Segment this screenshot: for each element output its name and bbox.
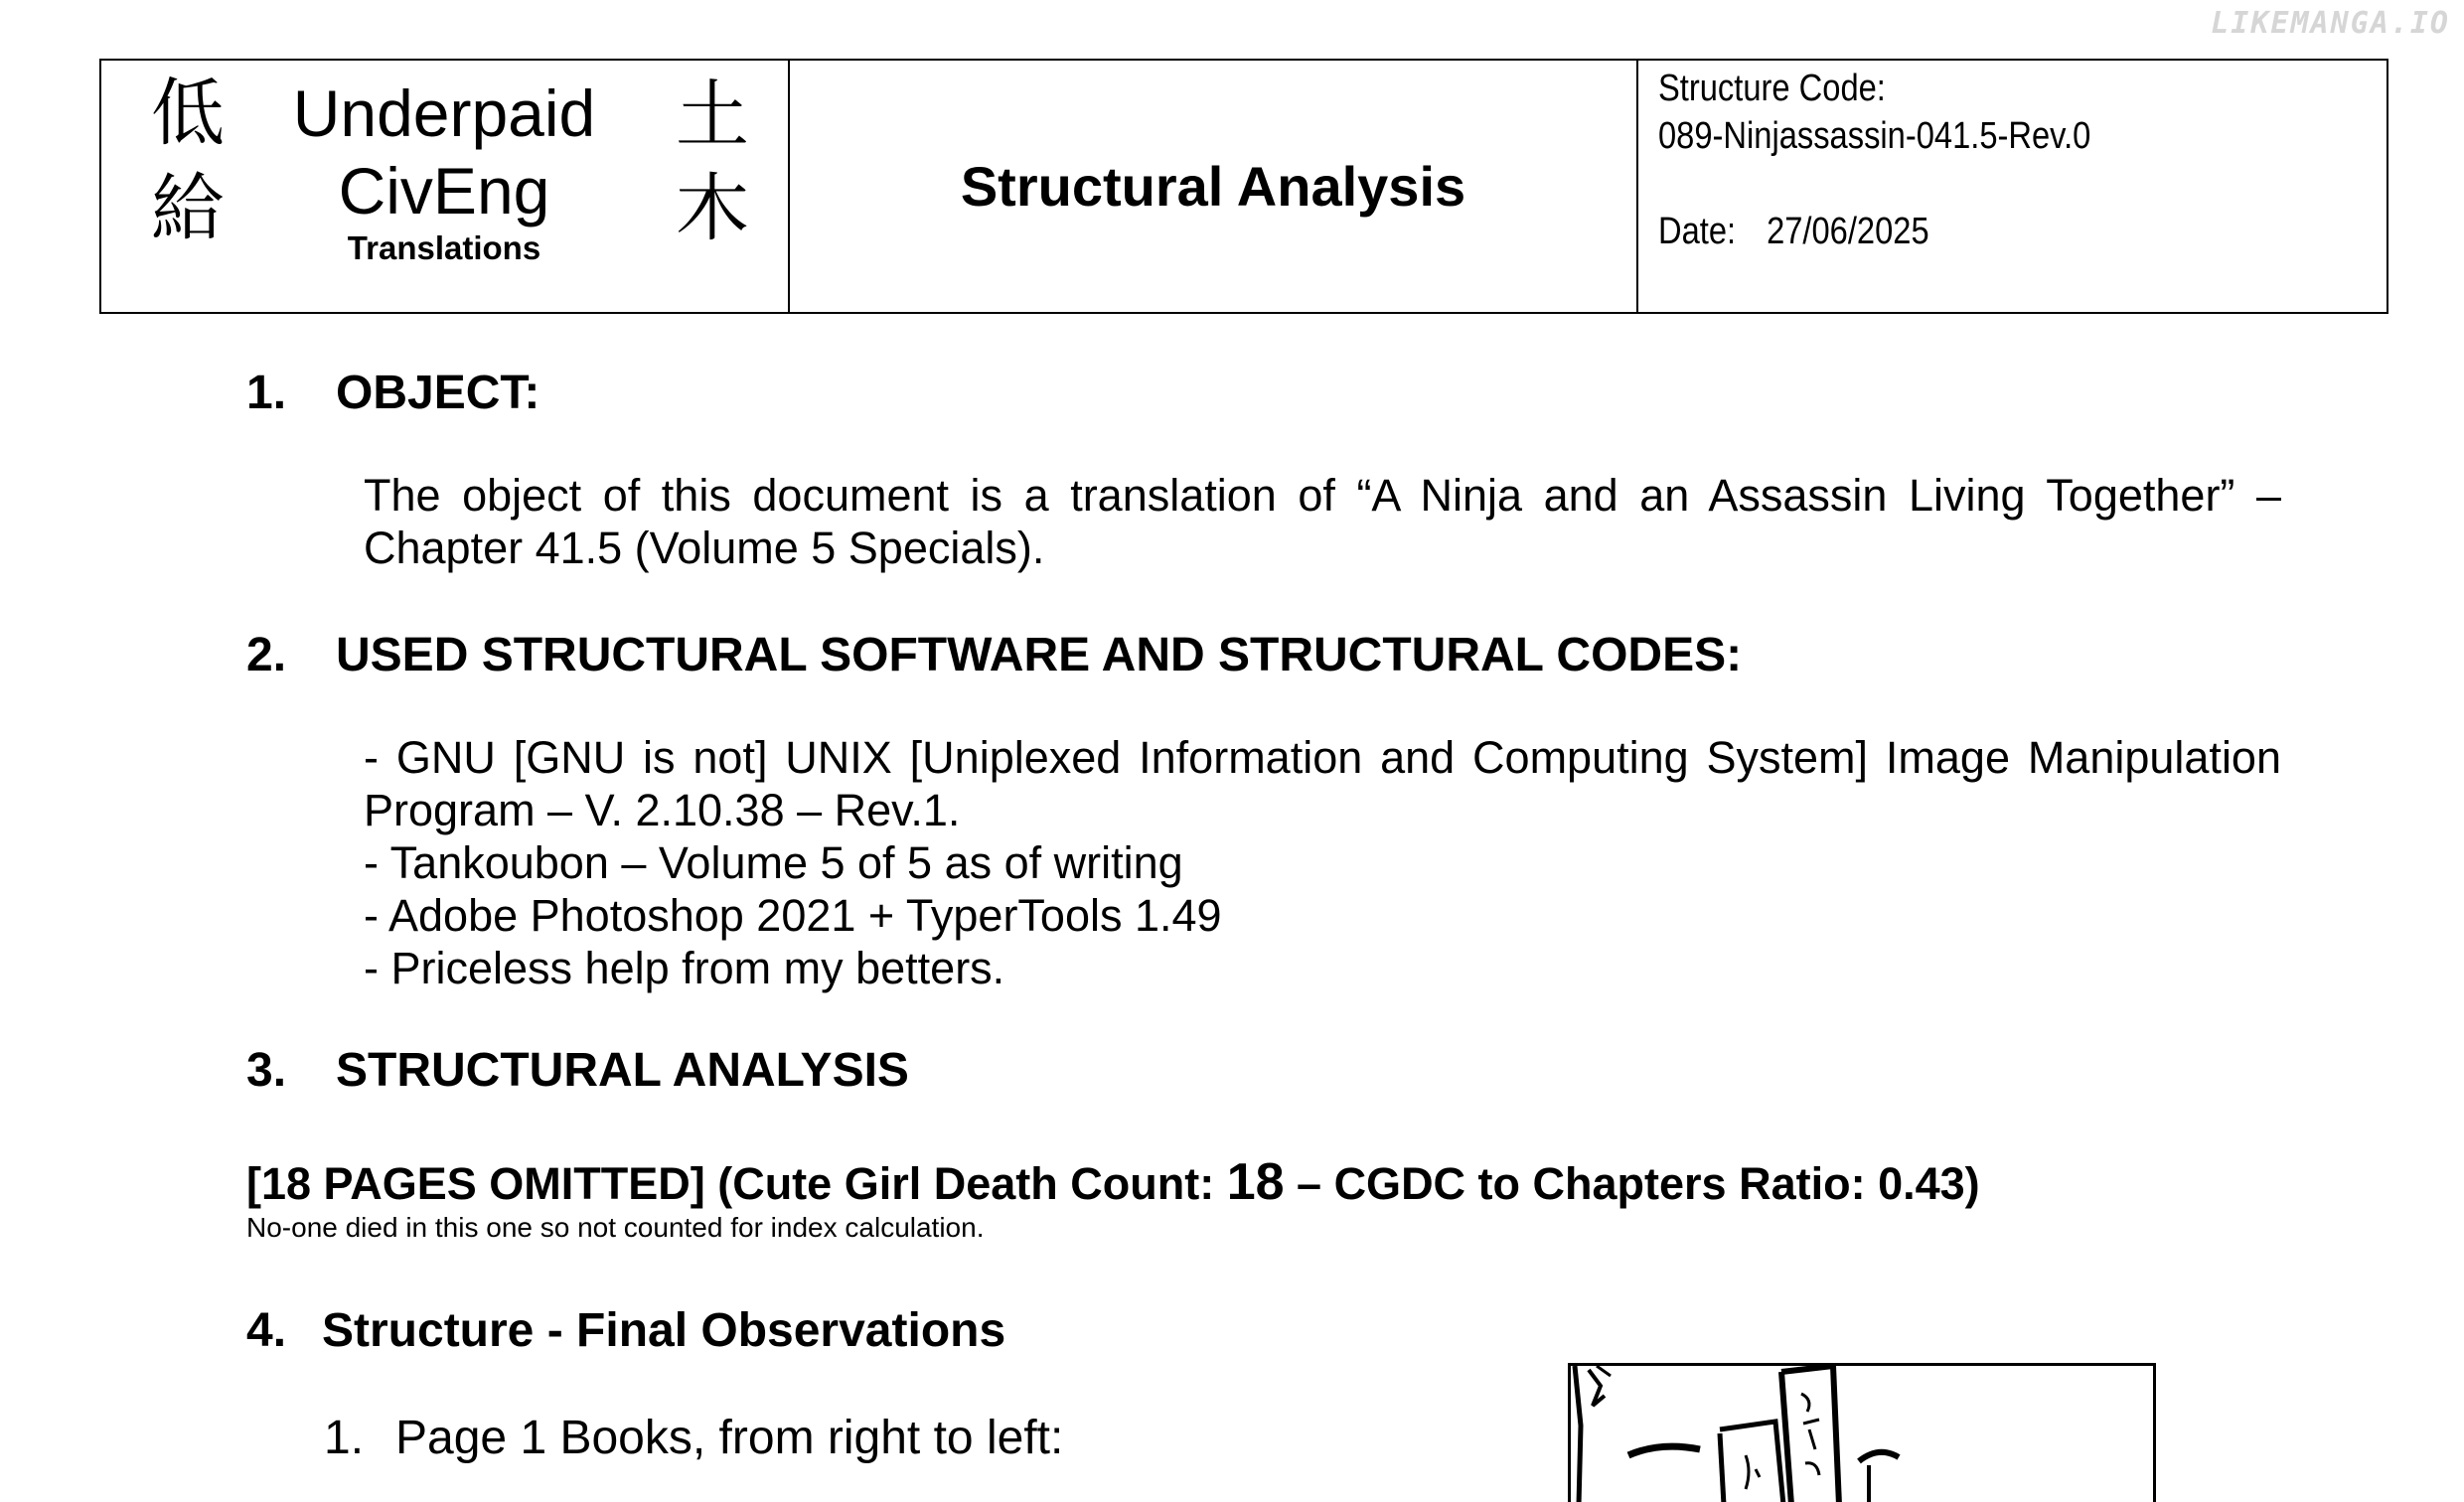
object-paragraph: [364, 469, 2281, 574]
logo-kanji: 木: [676, 166, 749, 251]
structure-code-label: Structure Code:: [1658, 68, 1886, 109]
omitted-suffix: – CGDC to Chapters Ratio: 0.43): [1284, 1158, 1980, 1209]
logo-text-translations: Translations: [347, 229, 541, 266]
omitted-note: No-one died in this one so not counted for index calculation.: [246, 1212, 985, 1243]
document-title: Structural Analysis: [960, 155, 1466, 218]
software-list: [364, 731, 2281, 994]
logo-text-underpaid: Underpaid: [292, 76, 596, 150]
section-heading-observations: [246, 1303, 1005, 1358]
date-row: [1658, 208, 2284, 255]
logo-kanji: 給: [151, 166, 225, 251]
date-value: 27/06/2025: [1767, 211, 1929, 252]
list-item: - Adobe Photoshop 2021 + TyperTools 1.49: [364, 890, 1222, 941]
section-number: 3.: [246, 1044, 287, 1097]
logo-kanji: 低: [151, 71, 225, 156]
paragraph-line: Chapter 41.5 (Volume 5 Specials).: [364, 523, 1045, 573]
section-title: STRUCTURAL ANALYSIS: [336, 1044, 909, 1097]
section-heading-object: [246, 366, 539, 420]
section-heading-analysis: [246, 1043, 909, 1098]
list-item: - Priceless help from my betters.: [364, 943, 1005, 993]
structure-code-value: 089-Ninjassassin-041.5-Rev.0: [1658, 115, 2091, 157]
list-item: - GNU [GNU is not] UNIX [Uniplexed Information and Computing System] Image Manipulation: [364, 732, 2281, 783]
omitted-pages-line: [246, 1152, 1980, 1212]
title-cell: [790, 61, 1638, 312]
watermark: LIKEMANGA.IO: [2211, 6, 2450, 41]
section-number: 4.: [246, 1304, 287, 1357]
observation-number: 1.: [324, 1412, 365, 1464]
paragraph-line: The object of this document is a translation of “A Ninja and an Assassin Living Together” –: [364, 470, 2281, 521]
section-heading-software: [246, 628, 1742, 682]
section-title: OBJECT:: [336, 367, 540, 419]
observation-item: [324, 1411, 1063, 1465]
logo-kanji: 土: [676, 73, 749, 158]
section-number: 2.: [246, 629, 287, 681]
manga-panel-drawing: [1571, 1366, 2156, 1502]
list-item: - Tankoubon – Volume 5 of 5 as of writing: [364, 837, 1183, 888]
omitted-prefix: [18 PAGES OMITTED] (Cute Girl Death Count:: [246, 1158, 1227, 1209]
meta-cell: [1638, 61, 2387, 312]
logo-text-civeng: CivEng: [338, 154, 550, 227]
manga-panel-image: [1568, 1363, 2156, 1502]
section-title: Structure - Final Observations: [322, 1304, 1006, 1357]
section-title: USED STRUCTURAL SOFTWARE AND STRUCTURAL CODES:: [336, 629, 1743, 681]
document-header-table: [99, 59, 2388, 314]
section-number: 1.: [246, 367, 287, 419]
list-item: Program – V. 2.10.38 – Rev.1.: [364, 785, 961, 835]
observation-text: Page 1 Books, from right to left:: [395, 1412, 1064, 1464]
date-label: Date:: [1658, 211, 1737, 252]
death-count: 18: [1226, 1153, 1285, 1211]
logo-cell: [101, 61, 790, 312]
